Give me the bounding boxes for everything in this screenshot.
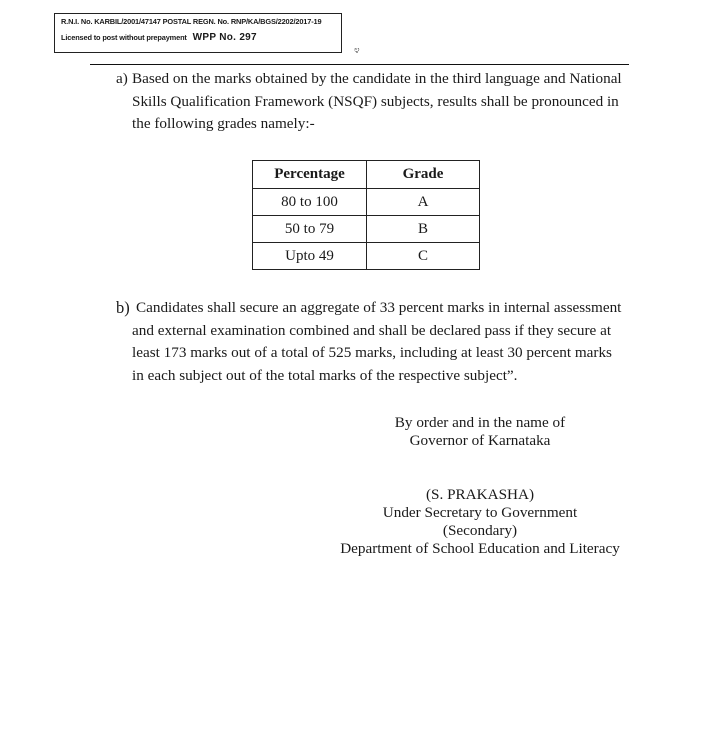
table-row bbox=[253, 216, 480, 243]
header-grade: Grade bbox=[367, 161, 480, 189]
clause-b bbox=[116, 297, 636, 387]
order-line: Governor of Karnataka bbox=[409, 432, 551, 449]
registration-number: R.N.I. No. KARBIL/2001/47147 POSTAL REGN. No. RNP/KA/BGS/2202/2017-19 bbox=[61, 17, 322, 26]
percentage-cell: 80 to 100 bbox=[253, 189, 367, 216]
clause-a-marker: a) bbox=[116, 70, 128, 87]
header-percentage: Percentage bbox=[253, 161, 367, 189]
clause-b-line: and external examination combined and shall be declared pass if they secure at bbox=[132, 321, 612, 339]
signatory-block bbox=[320, 486, 640, 558]
license-text: Licensed to post without prepayment bbox=[61, 33, 187, 42]
wpp-number: WPP No. 297 bbox=[192, 32, 257, 43]
grade-table bbox=[252, 160, 480, 270]
clause-b-line: least 173 marks out of a total of 525 marks, including at least 30 percent marks bbox=[132, 344, 612, 361]
page-number: ೪ bbox=[354, 45, 360, 56]
clause-b-line: in each subject out of the total marks of the respective subject”. bbox=[132, 366, 518, 384]
grade-cell: C bbox=[367, 243, 480, 270]
table-row bbox=[253, 189, 480, 216]
clause-b-marker: b) bbox=[116, 298, 130, 317]
clause-a bbox=[116, 68, 636, 136]
grade-cell: A bbox=[367, 189, 480, 216]
signatory-name: (S. PRAKASHA) bbox=[425, 486, 535, 503]
percentage-cell: Upto 49 bbox=[253, 243, 367, 270]
postal-license bbox=[61, 31, 341, 45]
registration-box bbox=[54, 13, 342, 53]
signatory-department: Department of School Education and Literacy bbox=[340, 540, 620, 557]
order-line: By order and in the name of bbox=[394, 414, 566, 431]
grade-cell: B bbox=[367, 216, 480, 243]
clause-a-line: the following grades namely:- bbox=[132, 115, 315, 132]
percentage-cell: 50 to 79 bbox=[253, 216, 367, 243]
clause-a-line: Based on the marks obtained by the candidate in the third language and National bbox=[132, 70, 622, 87]
order-authority bbox=[360, 414, 600, 450]
signatory-section: (Secondary) bbox=[442, 522, 518, 539]
table-row bbox=[253, 243, 480, 270]
header-rule bbox=[90, 64, 629, 65]
table-header-row bbox=[253, 161, 480, 189]
clause-a-line: Skills Qualification Framework (NSQF) subjects, results shall be pronounced in bbox=[132, 92, 619, 110]
clause-b-line: Candidates shall secure an aggregate of 33 percent marks in internal assessment bbox=[136, 299, 622, 316]
signatory-designation: Under Secretary to Government bbox=[382, 504, 578, 521]
